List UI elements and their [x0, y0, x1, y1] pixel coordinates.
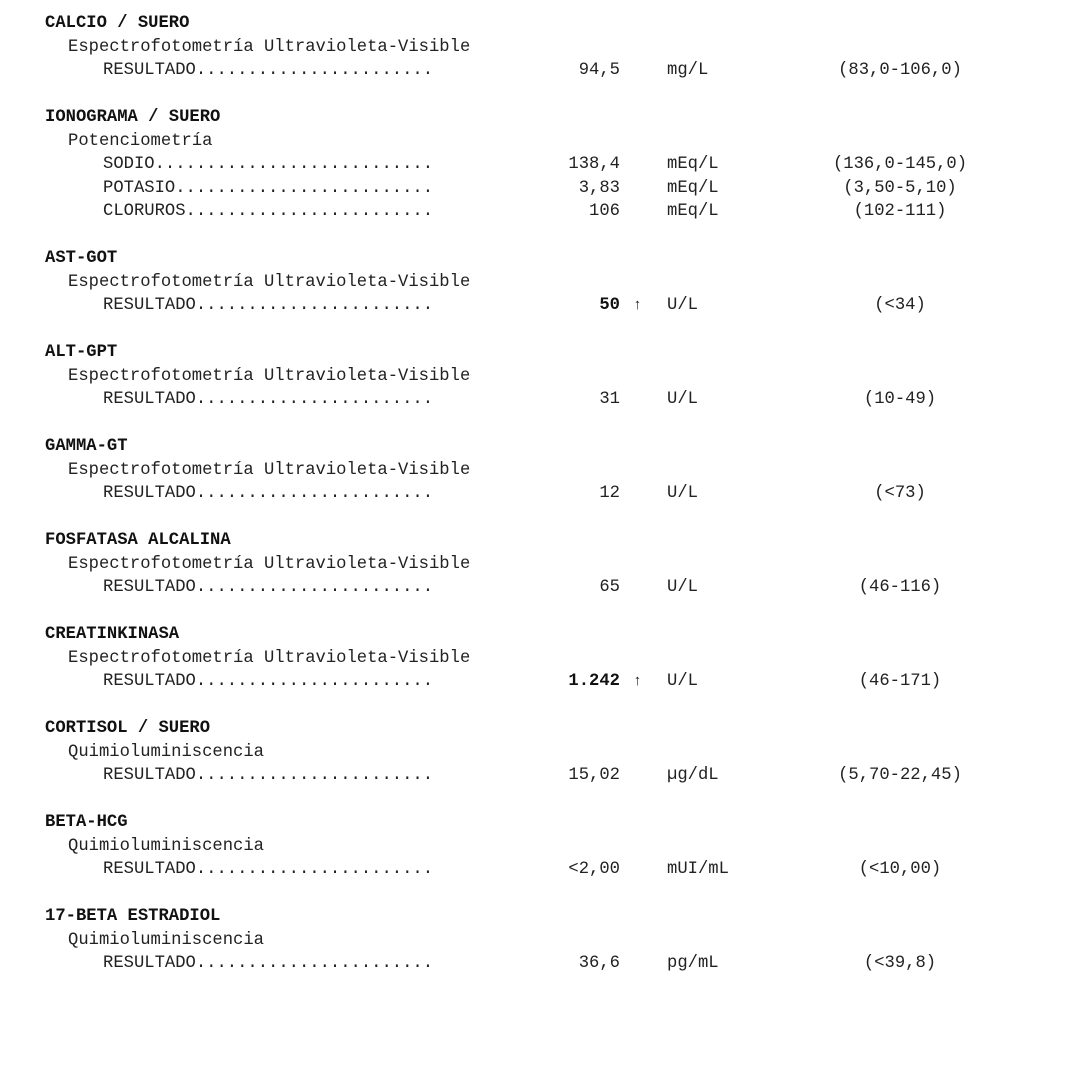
result-row — [0, 59, 1080, 83]
result-row — [0, 576, 1080, 600]
test-method: Potenciometría — [68, 131, 213, 151]
result-label: SODIO........................... — [103, 155, 434, 174]
reference-range: (83,0-106,0) — [838, 61, 962, 80]
reference-range: (102-111) — [853, 202, 947, 221]
test-method: Quimioluminiscencia — [68, 836, 264, 856]
test-title: ALT-GPT — [45, 343, 118, 362]
result-row — [0, 294, 1080, 318]
test-method: Espectrofotometría Ultravioleta-Visible — [68, 460, 471, 480]
result-unit: U/L — [667, 484, 698, 503]
result-unit: mg/L — [667, 61, 709, 80]
result-value: 36,6 — [578, 954, 620, 973]
result-row — [0, 200, 1080, 224]
result-row — [0, 670, 1080, 694]
test-title: FOSFATASA ALCALINA — [45, 531, 231, 550]
result-unit: U/L — [667, 390, 698, 409]
result-label: POTASIO......................... — [103, 178, 434, 198]
test-method: Espectrofotometría Ultravioleta-Visible — [68, 37, 471, 57]
reference-range: (46-116) — [858, 578, 942, 597]
result-label: RESULTADO....................... — [103, 578, 434, 597]
reference-range: (5,70-22,45) — [838, 766, 962, 785]
result-label: RESULTADO....................... — [103, 860, 434, 879]
result-value: 65 — [599, 578, 620, 597]
test-method: Espectrofotometría Ultravioleta-Visible — [68, 554, 471, 574]
result-label: RESULTADO....................... — [103, 390, 434, 409]
result-label: CLORUROS........................ — [103, 202, 434, 221]
reference-range: (<73) — [874, 484, 926, 503]
result-value: 50 — [599, 296, 620, 315]
result-unit: mEq/L — [667, 202, 719, 221]
result-value: 1.242 — [568, 672, 620, 691]
test-title: AST-GOT — [45, 249, 118, 268]
result-row — [0, 952, 1080, 976]
result-value: 3,83 — [578, 178, 620, 198]
result-value: 31 — [599, 390, 620, 409]
reference-range: (<39,8) — [863, 954, 937, 973]
result-label: RESULTADO....................... — [103, 766, 434, 785]
result-unit: U/L — [667, 672, 698, 691]
reference-range: (3,50-5,10) — [843, 178, 957, 198]
result-row — [0, 764, 1080, 788]
reference-range: (46-171) — [858, 672, 942, 691]
result-value: 94,5 — [578, 61, 620, 80]
result-unit: mEq/L — [667, 178, 719, 198]
result-value: 12 — [599, 484, 620, 503]
reference-range: (<10,00) — [858, 860, 942, 879]
result-value: 106 — [589, 202, 620, 221]
result-unit: mEq/L — [667, 155, 719, 174]
result-unit: pg/mL — [667, 954, 719, 973]
test-title: BETA-HCG — [45, 813, 128, 832]
result-label: RESULTADO....................... — [103, 672, 434, 691]
result-label: RESULTADO....................... — [103, 954, 434, 973]
result-value: <2,00 — [568, 860, 620, 879]
test-title: GAMMA-GT — [45, 437, 128, 456]
result-row — [0, 153, 1080, 177]
result-row — [0, 482, 1080, 506]
test-title: IONOGRAMA / SUERO — [45, 108, 221, 127]
test-title: 17-BETA ESTRADIOL — [45, 907, 221, 926]
test-method: Espectrofotometría Ultravioleta-Visible — [68, 272, 471, 292]
result-label: RESULTADO....................... — [103, 484, 434, 503]
result-value: 138,4 — [568, 155, 620, 174]
high-flag-icon: ↑ — [633, 297, 643, 314]
test-title: CALCIO / SUERO — [45, 14, 190, 33]
result-row — [0, 177, 1080, 201]
high-flag-icon: ↑ — [633, 673, 643, 690]
result-unit: µg/dL — [667, 766, 719, 785]
test-title: CORTISOL / SUERO — [45, 719, 211, 738]
test-method: Quimioluminiscencia — [68, 930, 264, 950]
result-unit: U/L — [667, 296, 698, 315]
result-unit: U/L — [667, 578, 698, 597]
result-unit: mUI/mL — [667, 860, 729, 879]
result-value: 15,02 — [568, 766, 620, 785]
reference-range: (<34) — [874, 296, 926, 315]
test-method: Espectrofotometría Ultravioleta-Visible — [68, 648, 471, 668]
test-method: Espectrofotometría Ultravioleta-Visible — [68, 366, 471, 386]
result-row — [0, 388, 1080, 412]
reference-range: (10-49) — [863, 390, 937, 409]
result-label: RESULTADO....................... — [103, 61, 434, 80]
result-label: RESULTADO....................... — [103, 296, 434, 315]
reference-range: (136,0-145,0) — [832, 155, 968, 174]
result-row — [0, 858, 1080, 882]
test-method: Quimioluminiscencia — [68, 742, 264, 762]
test-title: CREATINKINASA — [45, 625, 180, 644]
